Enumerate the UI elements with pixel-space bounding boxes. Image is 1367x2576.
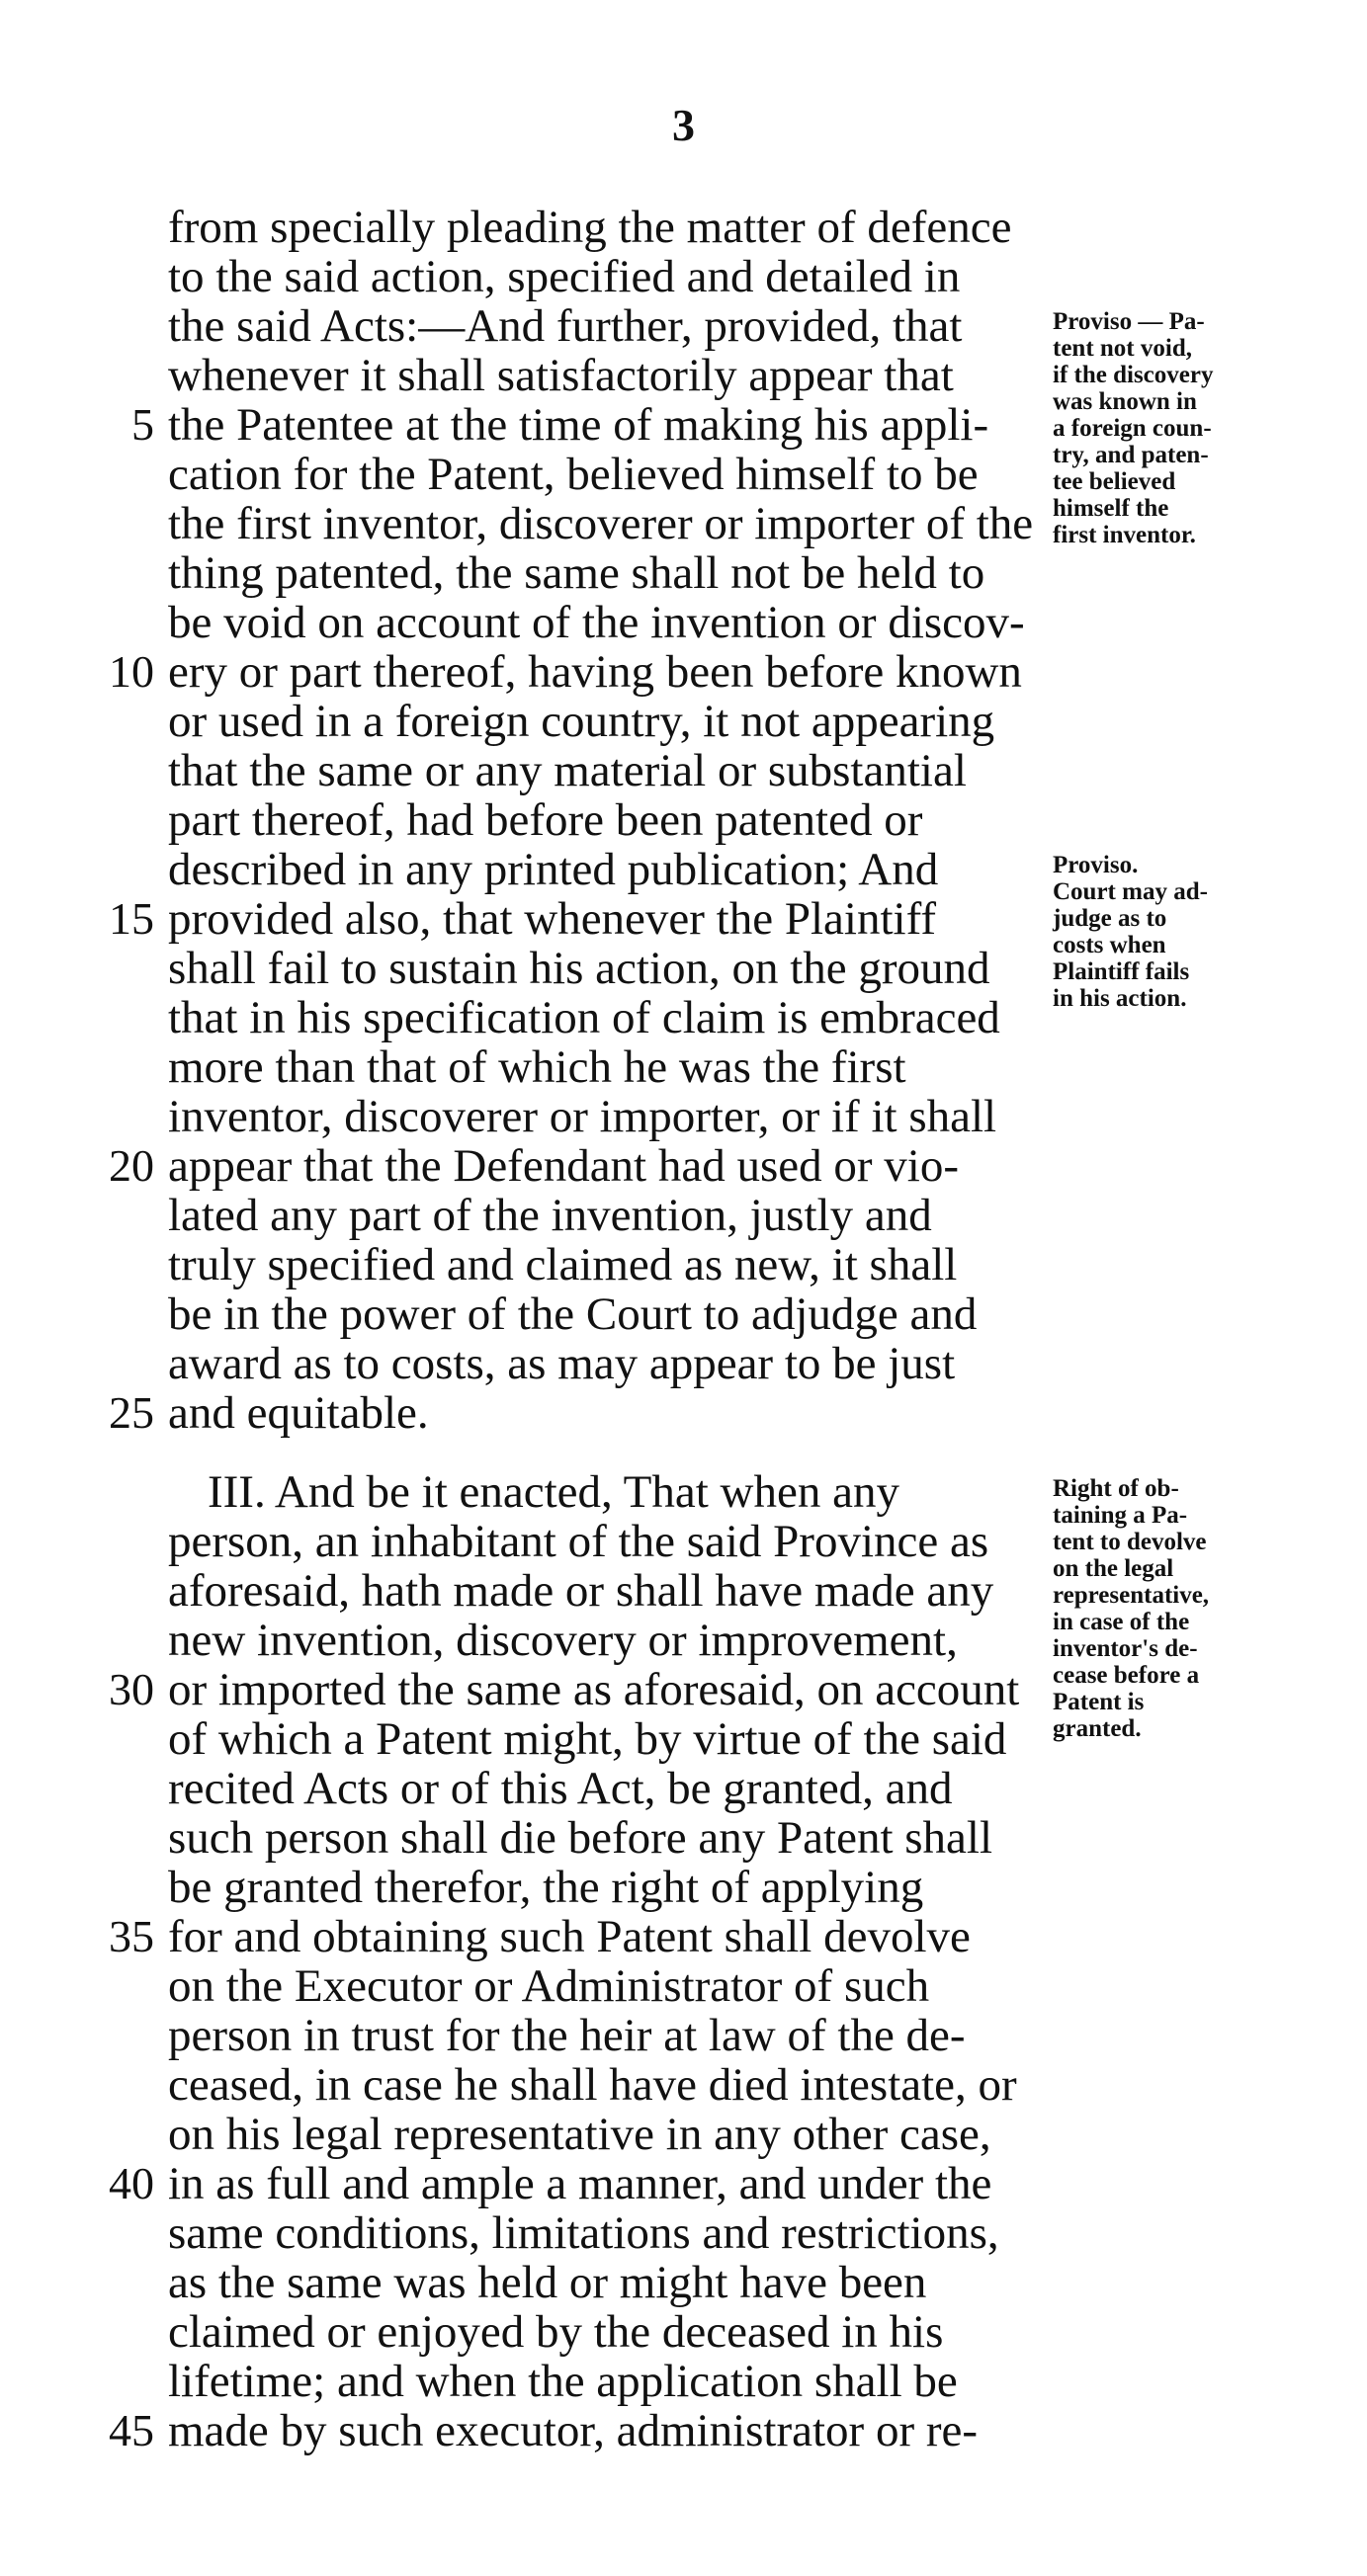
text-line: same conditions, limitations and restrictions, xyxy=(168,2207,999,2259)
text-line: for and obtaining such Patent shall devolve xyxy=(168,1911,971,1962)
text-line: award as to costs, as may appear to be just xyxy=(168,1338,956,1389)
line-number: 15 xyxy=(109,893,154,944)
text-line: or imported the same as aforesaid, on account xyxy=(168,1664,1020,1715)
margin-note: Proviso. Court may ad- judge as to costs when Plaintiff fails in his action. xyxy=(1053,852,1208,1012)
text-line: III. And be it enacted, That when any xyxy=(208,1466,899,1518)
text-line: person in trust for the heir at law of the de- xyxy=(168,2010,966,2061)
text-line: such person shall die before any Patent shall xyxy=(168,1812,993,1864)
margin-note: Right of ob- taining a Pa- tent to devolve on the legal representative, in case of the inventor's de- cease before a Patent is granted. xyxy=(1053,1475,1210,1742)
text-line: recited Acts or of this Act, be granted, and xyxy=(168,1763,953,1814)
line-number: 10 xyxy=(109,646,154,697)
text-line: inventor, discoverer or importer, or if it shall xyxy=(168,1091,997,1142)
line-number: 30 xyxy=(109,1664,154,1714)
margin-note: Proviso — Pa- tent not void, if the discovery was known in a foreign coun- try, and paten- tee believed himself the first inventor. xyxy=(1053,308,1214,548)
text-line: to the said action, specified and detailed in xyxy=(168,251,961,302)
text-line: in as full and ample a manner, and under the xyxy=(168,2158,992,2209)
text-line: as the same was held or might have been xyxy=(168,2257,927,2308)
text-line: thing patented, the same shall not be held to xyxy=(168,547,985,599)
text-line: that in his specification of claim is embraced xyxy=(168,992,1000,1043)
text-line: or used in a foreign country, it not appearing xyxy=(168,696,995,747)
text-line: whenever it shall satisfactorily appear that xyxy=(168,350,954,401)
text-line: the Patentee at the time of making his appli- xyxy=(168,399,989,451)
text-line: shall fail to sustain his action, on the ground xyxy=(168,943,990,994)
page-number: 3 xyxy=(672,100,695,150)
text-line: be granted therefor, the right of applying xyxy=(168,1862,924,1913)
text-line: person, an inhabitant of the said Province as xyxy=(168,1516,989,1567)
text-line: of which a Patent might, by virtue of the said xyxy=(168,1713,1007,1765)
text-line: on his legal representative in any other case, xyxy=(168,2109,991,2160)
text-line: and equitable. xyxy=(168,1387,429,1439)
line-number: 20 xyxy=(109,1140,154,1191)
text-line: appear that the Defendant had used or vio- xyxy=(168,1140,959,1192)
text-line: made by such executor, administrator or re- xyxy=(168,2405,979,2456)
line-number: 5 xyxy=(131,399,154,450)
text-line: claimed or enjoyed by the deceased in his xyxy=(168,2306,944,2358)
text-line: be in the power of the Court to adjudge and xyxy=(168,1288,978,1340)
line-number: 40 xyxy=(109,2158,154,2208)
text-line: provided also, that whenever the Plaintiff xyxy=(168,893,937,945)
text-line: the first inventor, discoverer or importer of the xyxy=(168,498,1034,549)
text-line: described in any printed publication; And xyxy=(168,844,939,895)
text-line: aforesaid, hath made or shall have made any xyxy=(168,1565,994,1617)
line-number: 45 xyxy=(109,2405,154,2455)
line-number: 25 xyxy=(109,1387,154,1438)
text-line: that the same or any material or substantial xyxy=(168,745,967,796)
text-line: truly specified and claimed as new, it shall xyxy=(168,1239,958,1290)
text-line: ery or part thereof, having been before known xyxy=(168,646,1022,698)
text-line: lifetime; and when the application shall be xyxy=(168,2356,958,2407)
text-line: on the Executor or Administrator of such xyxy=(168,1960,930,2012)
text-line: ceased, in case he shall have died intestate, or xyxy=(168,2059,1017,2111)
text-line: lated any part of the invention, justly and xyxy=(168,1190,932,1241)
line-number: 35 xyxy=(109,1911,154,1961)
text-line: from specially pleading the matter of defence xyxy=(168,202,1012,253)
text-line: part thereof, had before been patented or xyxy=(168,794,923,846)
text-line: cation for the Patent, believed himself to be xyxy=(168,449,979,500)
text-line: be void on account of the invention or discov- xyxy=(168,597,1025,648)
text-line: new invention, discovery or improvement, xyxy=(168,1615,958,1666)
text-line: the said Acts:—And further, provided, that xyxy=(168,300,963,352)
text-line: more than that of which he was the first xyxy=(168,1041,906,1093)
